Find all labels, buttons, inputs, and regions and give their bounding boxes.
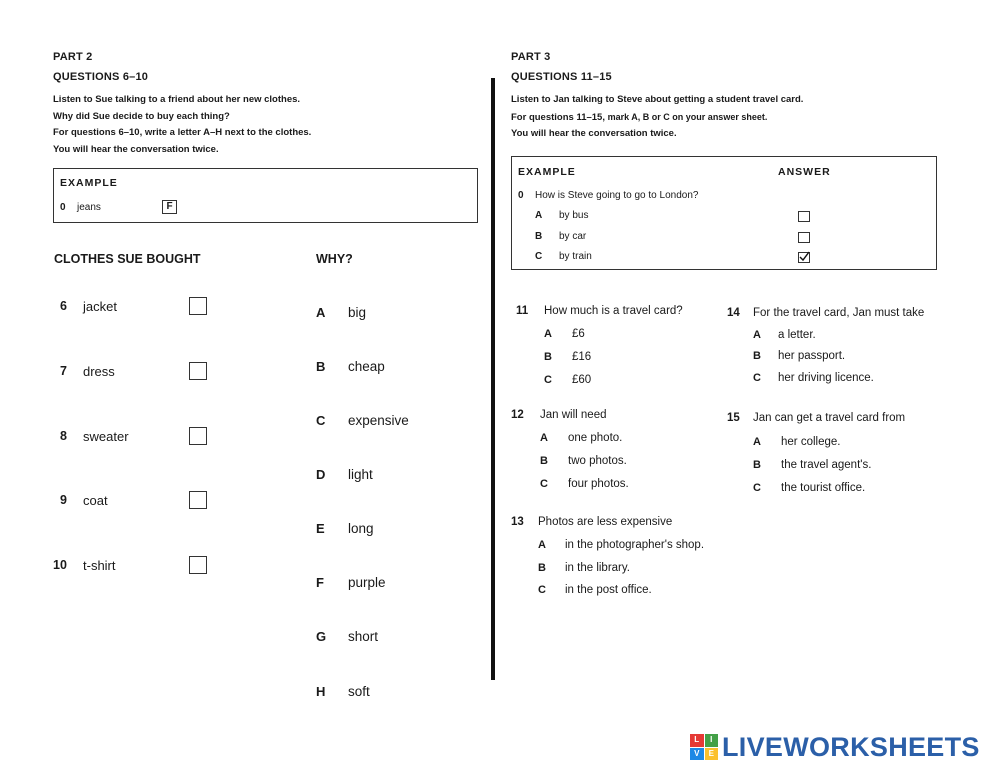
option-letter: A xyxy=(535,210,543,221)
option-label[interactable]: in the post office. xyxy=(565,584,652,596)
question-number: 15 xyxy=(727,412,740,424)
answer-box-10[interactable] xyxy=(189,556,207,574)
option-label: by car xyxy=(559,231,587,242)
question-text: Jan will need xyxy=(540,409,607,421)
option-label[interactable]: in the photographer's shop. xyxy=(565,539,705,551)
question-number: 11 xyxy=(516,305,529,317)
logo-letter: L xyxy=(690,734,704,747)
part2-example-box xyxy=(53,168,478,223)
instruction-line: You will hear the conversation twice. xyxy=(53,143,219,155)
option-label[interactable]: £60 xyxy=(572,374,592,386)
clothes-number: 6 xyxy=(60,299,67,313)
liveworksheets-logo xyxy=(690,732,980,762)
clothes-label: sweater xyxy=(83,429,129,444)
option-label[interactable]: in the library. xyxy=(565,562,630,574)
option-letter: C xyxy=(753,482,761,494)
part3-questions-label: QUESTIONS 11–15 xyxy=(511,71,612,83)
option-letter: B xyxy=(538,562,546,574)
option-label[interactable]: her college. xyxy=(781,436,841,448)
option-label[interactable]: £6 xyxy=(572,328,585,340)
reason-label: purple xyxy=(348,575,386,590)
reason-letter: H xyxy=(316,684,326,699)
option-letter: B xyxy=(540,455,548,467)
question-number: 14 xyxy=(727,307,740,319)
logo-letter: V xyxy=(690,748,704,761)
option-label: by train xyxy=(559,251,592,262)
reason-letter: C xyxy=(316,413,326,428)
reason-letter: B xyxy=(316,359,326,374)
option-label[interactable]: the tourist office. xyxy=(781,482,866,494)
option-label[interactable]: the travel agent's. xyxy=(781,459,872,471)
option-letter: A xyxy=(544,328,552,340)
option-label[interactable]: her passport. xyxy=(778,350,846,362)
instruction-line xyxy=(511,109,803,127)
why-heading: WHY? xyxy=(316,252,353,266)
reason-label: short xyxy=(348,629,379,644)
instruction-line: You will hear the conversation twice. xyxy=(511,128,677,139)
question-number: 13 xyxy=(511,516,524,528)
option-letter: C xyxy=(544,374,552,386)
option-letter: A xyxy=(540,432,548,444)
reason-label: cheap xyxy=(348,359,385,374)
column-divider xyxy=(491,78,495,680)
answer-box-9[interactable] xyxy=(189,491,207,509)
clothes-label: dress xyxy=(83,364,115,379)
reason-letter: G xyxy=(316,629,327,644)
part2-title: PART 2 xyxy=(53,51,93,63)
part3-instructions xyxy=(511,92,803,143)
part3-example-box xyxy=(511,156,937,270)
option-letter: B xyxy=(753,459,761,471)
question-text: For the travel card, Jan must take xyxy=(753,307,925,319)
answer-label: ANSWER xyxy=(778,166,831,178)
example-answer-box: F xyxy=(162,200,177,214)
clothes-number: 9 xyxy=(60,493,67,507)
part2-instructions xyxy=(53,92,311,158)
example-question: How is Steve going to go to London? xyxy=(535,190,699,201)
logo-letter: E xyxy=(705,748,719,761)
logo-icon xyxy=(690,734,718,760)
part3-title: PART 3 xyxy=(511,51,551,63)
reason-letter: F xyxy=(316,575,324,590)
answer-box-8[interactable] xyxy=(189,427,207,445)
logo-letter: I xyxy=(705,734,719,747)
instruction-line: For questions 6–10, write a letter A–H next to the clothes. xyxy=(53,127,312,138)
reason-label: expensive xyxy=(348,413,409,428)
answer-checkbox-checked xyxy=(798,252,810,263)
clothes-number: 7 xyxy=(60,364,67,378)
answer-box-6[interactable] xyxy=(189,297,207,315)
answer-checkbox xyxy=(798,232,810,243)
option-label[interactable]: four photos. xyxy=(568,478,629,490)
clothes-label: t-shirt xyxy=(83,558,116,573)
option-letter: B xyxy=(753,350,761,362)
option-label[interactable]: £16 xyxy=(572,351,592,363)
option-letter: C xyxy=(540,478,548,490)
instruction-segment: For questions 11–15, xyxy=(511,111,605,123)
question-number: 12 xyxy=(511,409,524,421)
example-label: EXAMPLE xyxy=(518,166,576,178)
answer-box-7[interactable] xyxy=(189,362,207,380)
reason-letter: D xyxy=(316,467,326,482)
reason-label: long xyxy=(348,521,374,536)
question-text: Photos are less expensive xyxy=(538,516,673,528)
reason-label: soft xyxy=(348,684,370,699)
question-text: How much is a travel card? xyxy=(544,305,683,317)
option-letter: C xyxy=(535,251,543,262)
question-text: Jan can get a travel card from xyxy=(753,412,906,424)
option-label[interactable]: a letter. xyxy=(778,329,816,341)
option-letter: B xyxy=(544,351,552,363)
option-label: by bus xyxy=(559,210,589,221)
option-letter: C xyxy=(538,584,546,596)
logo-text: LIVEWORKSHEETS xyxy=(722,731,980,762)
option-label[interactable]: one photo. xyxy=(568,432,623,444)
part2-questions-label: QUESTIONS 6–10 xyxy=(53,71,149,83)
clothes-label: jacket xyxy=(83,299,117,314)
option-letter: A xyxy=(538,539,546,551)
instruction-line: Why did Sue decide to buy each thing? xyxy=(53,110,230,122)
option-letter: A xyxy=(753,436,761,448)
example-number: 0 xyxy=(518,190,524,201)
reason-letter: E xyxy=(316,521,325,536)
instruction-line: Listen to Jan talking to Steve about getting a student travel card. xyxy=(511,94,804,105)
clothes-heading: CLOTHES SUE BOUGHT xyxy=(54,252,201,266)
option-letter: B xyxy=(535,231,543,242)
example-number: 0 xyxy=(60,202,66,213)
option-letter: A xyxy=(753,329,761,341)
instruction-line: Listen to Sue talking to a friend about her new clothes. xyxy=(53,94,301,105)
answer-checkbox xyxy=(798,211,810,222)
example-label: EXAMPLE xyxy=(60,177,118,189)
check-icon xyxy=(798,251,810,262)
clothes-number: 8 xyxy=(60,429,67,443)
clothes-label: coat xyxy=(83,493,108,508)
option-label[interactable]: her driving licence. xyxy=(778,372,874,384)
clothes-number: 10 xyxy=(53,558,67,572)
option-letter: C xyxy=(753,372,761,384)
instruction-segment: mark A, B or C on your answer sheet. xyxy=(607,111,768,122)
reason-label: light xyxy=(348,467,373,482)
reason-label: big xyxy=(348,305,367,320)
reason-letter: A xyxy=(316,305,326,320)
option-label[interactable]: two photos. xyxy=(568,455,627,467)
example-item: jeans xyxy=(77,202,101,213)
